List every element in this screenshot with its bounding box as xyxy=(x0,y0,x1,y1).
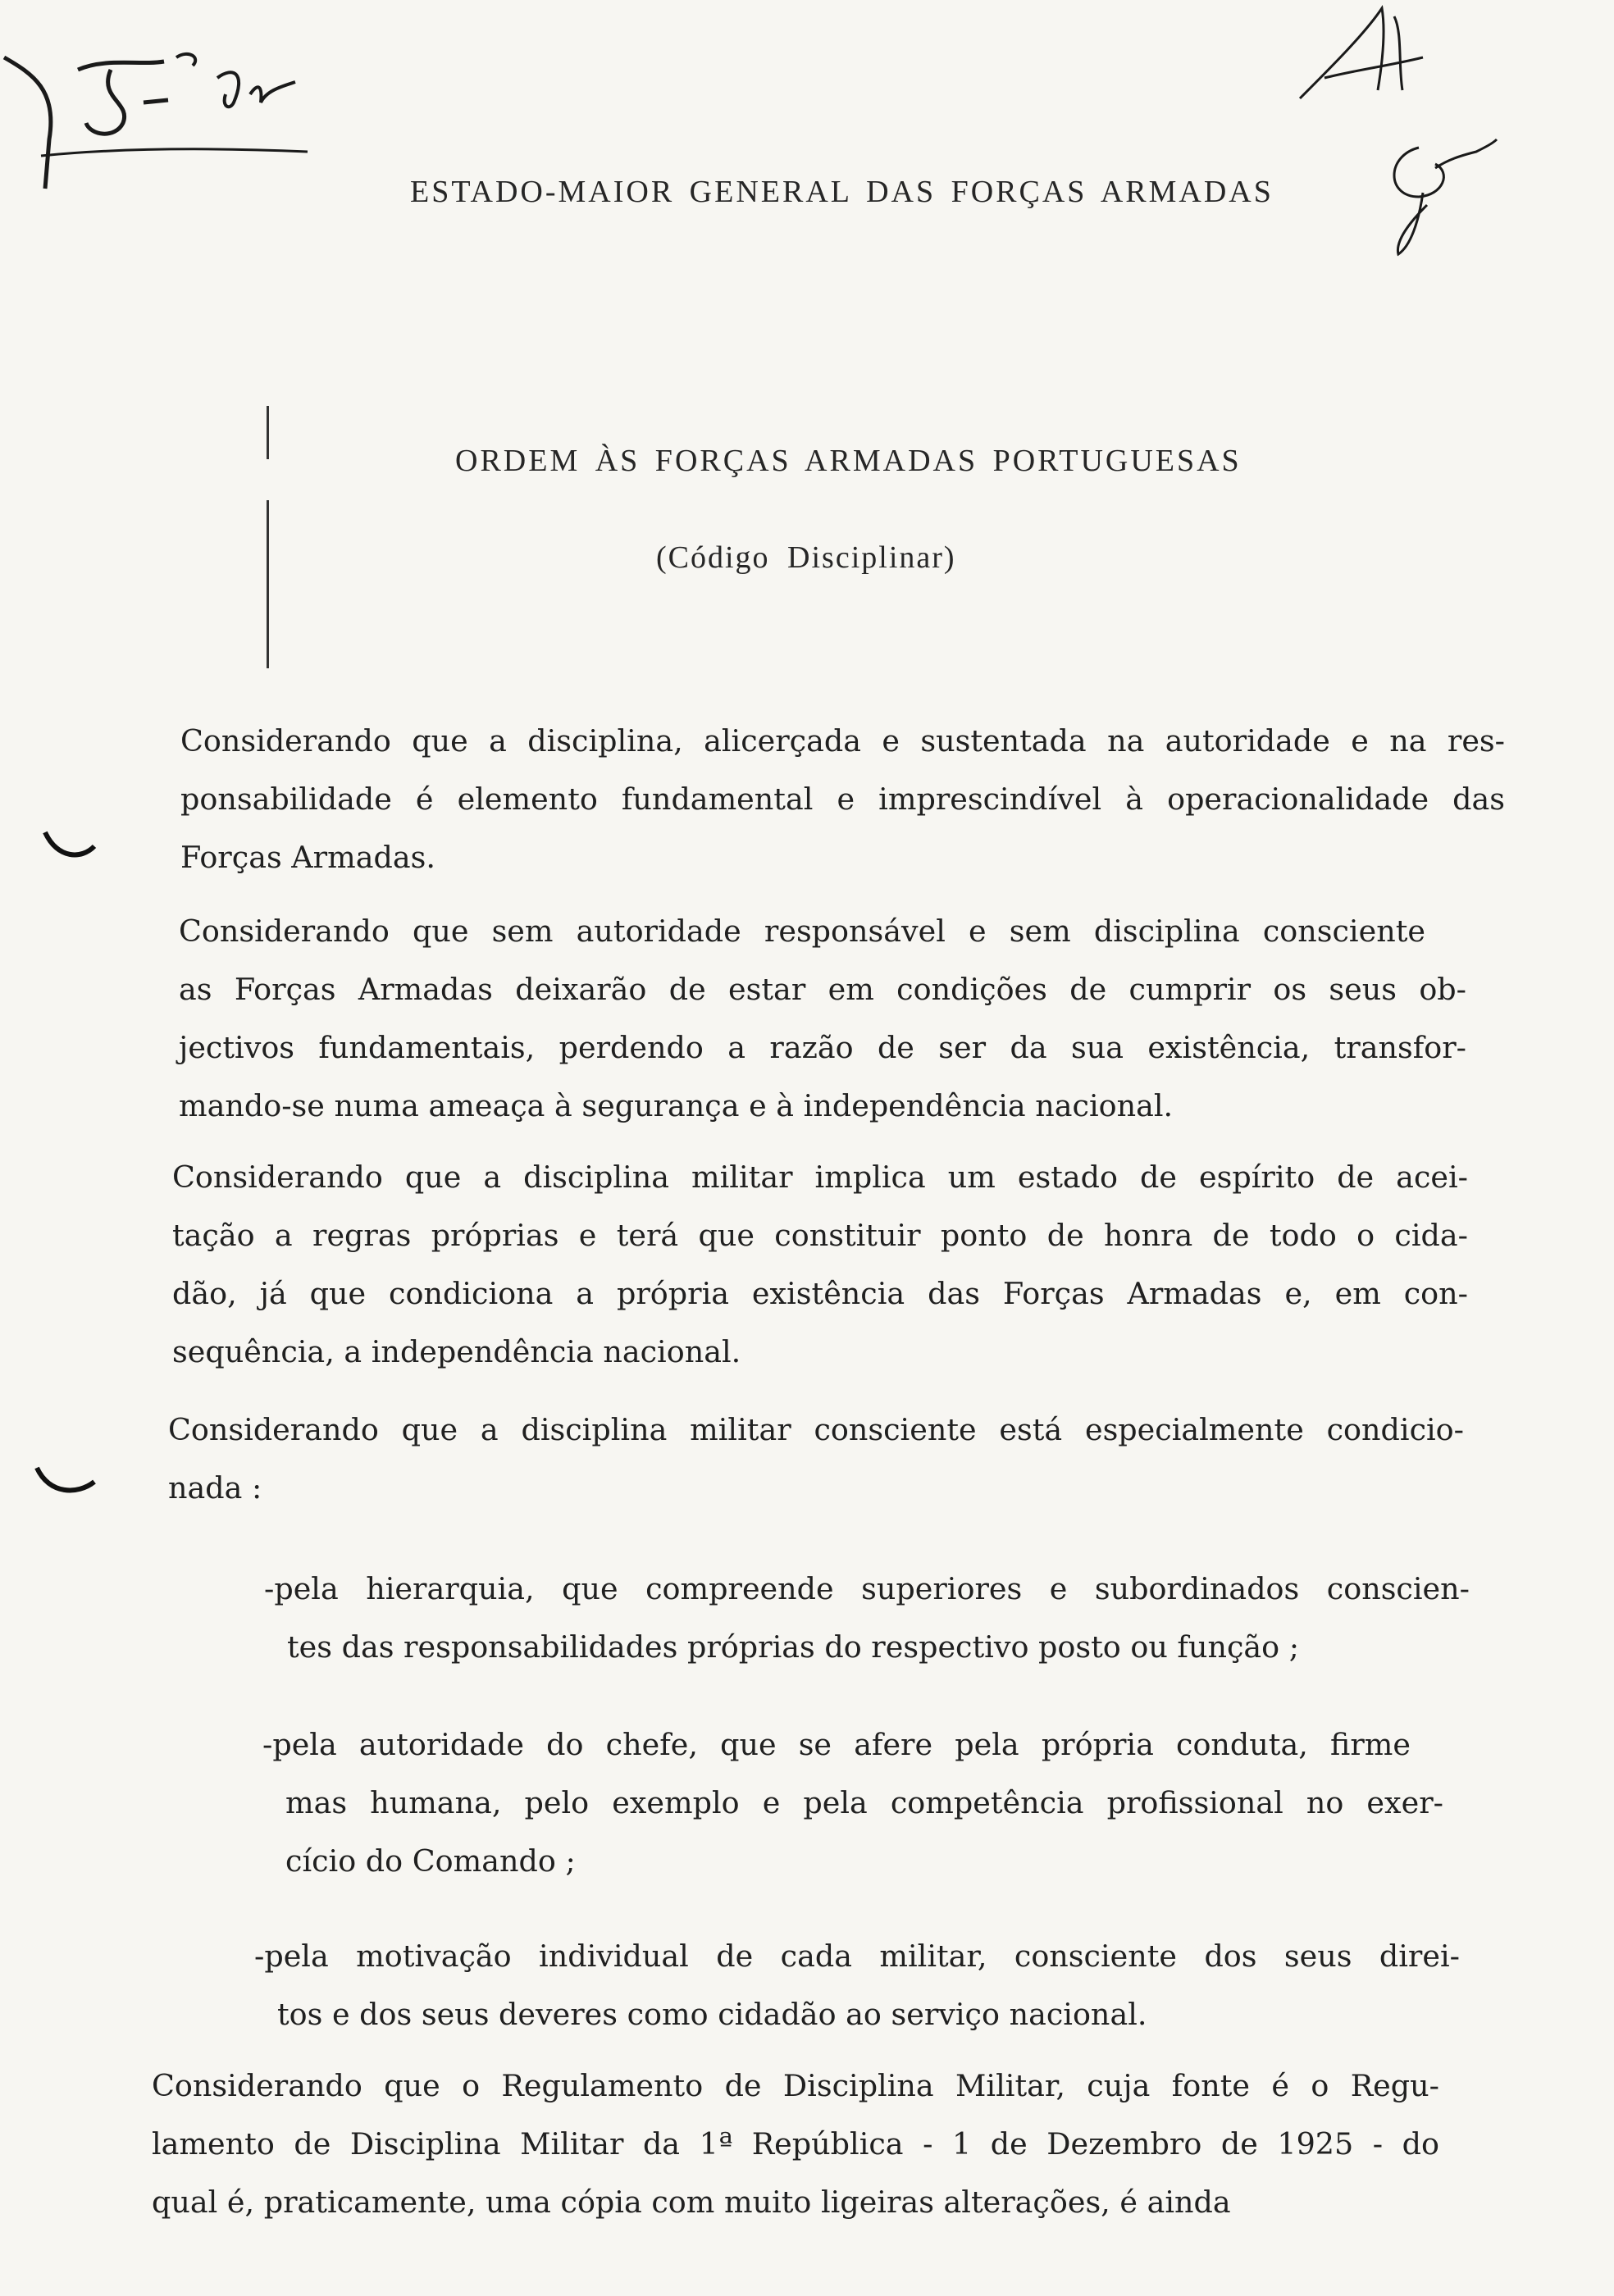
text-line: qual é, praticamente, uma cópia com muito ligeiras alterações, é ainda xyxy=(152,2184,1231,2220)
paragraph xyxy=(168,1401,1464,1517)
handwritten-division-mark xyxy=(0,25,312,197)
margin-rule xyxy=(267,500,269,668)
text-line: ponsabilidade é elemento fundamental e imprescindível à operacionalidade das xyxy=(180,781,1505,817)
handwritten-initials-signature xyxy=(1292,0,1456,107)
handwritten-side-initials xyxy=(1370,123,1501,262)
text-line: Forças Armadas. xyxy=(180,840,435,875)
list-item xyxy=(262,1715,1443,1890)
text-line: Considerando que sem autoridade responsável e sem disciplina consciente xyxy=(179,913,1425,949)
text-line: dão, já que condiciona a própria existência das Forças Armadas e, em con- xyxy=(172,1276,1468,1311)
text-line: lamento de Disciplina Militar da 1ª República - 1 de Dezembro de 1925 - do xyxy=(152,2126,1439,2162)
paragraph xyxy=(172,1148,1468,1381)
text-line: sequência, a independência nacional. xyxy=(172,1334,741,1369)
text-line: Considerando que o Regulamento de Disciplina Militar, cuja fonte é o Regu- xyxy=(152,2068,1439,2103)
text-line: -pela autoridade do chefe, que se afere pela própria conduta, firme xyxy=(262,1727,1411,1762)
margin-bracket-mark xyxy=(41,828,98,865)
margin-rule xyxy=(267,406,269,459)
list-item xyxy=(264,1560,1470,1676)
list-item xyxy=(254,1927,1460,2043)
text-line: jectivos fundamentais, perdendo a razão de ser da sua existência, transfor- xyxy=(179,1030,1466,1065)
text-line: -pela motivação individual de cada militar, consciente dos seus direi- xyxy=(254,1938,1460,1974)
text-line: Considerando que a disciplina militar implica um estado de espírito de acei- xyxy=(172,1159,1468,1195)
text-line: cício do Comando ; xyxy=(285,1843,576,1879)
paragraph xyxy=(152,2057,1439,2231)
margin-bracket-mark xyxy=(33,1464,98,1501)
paragraph xyxy=(179,902,1466,1135)
header-title: ESTADO-MAIOR GENERAL DAS FORÇAS ARMADAS xyxy=(410,175,1274,209)
text-line: mando-se numa ameaça à segurança e à independência nacional. xyxy=(179,1088,1174,1123)
text-line: tação a regras próprias e terá que constituir ponto de honra de todo o cida- xyxy=(172,1218,1468,1253)
text-line: -pela hierarquia, que compreende superiores e subordinados conscien- xyxy=(264,1571,1470,1606)
text-line: tos e dos seus deveres como cidadão ao serviço nacional. xyxy=(277,1997,1147,2032)
text-line: Considerando que a disciplina militar consciente está especialmente condicio- xyxy=(168,1412,1464,1447)
text-line: as Forças Armadas deixarão de estar em condições de cumprir os seus ob- xyxy=(179,972,1466,1007)
paragraph xyxy=(180,712,1505,886)
document-subtitle: (Código Disciplinar) xyxy=(656,540,956,575)
document-title: ORDEM ÀS FORÇAS ARMADAS PORTUGUESAS xyxy=(455,444,1242,478)
text-line: mas humana, pelo exemplo e pela competência profissional no exer- xyxy=(285,1785,1443,1820)
text-line: Considerando que a disciplina, alicerçada e sustentada na autoridade e na res- xyxy=(180,723,1505,758)
text-line: nada : xyxy=(168,1470,262,1506)
text-line: tes das responsabilidades próprias do respectivo posto ou função ; xyxy=(287,1629,1300,1665)
